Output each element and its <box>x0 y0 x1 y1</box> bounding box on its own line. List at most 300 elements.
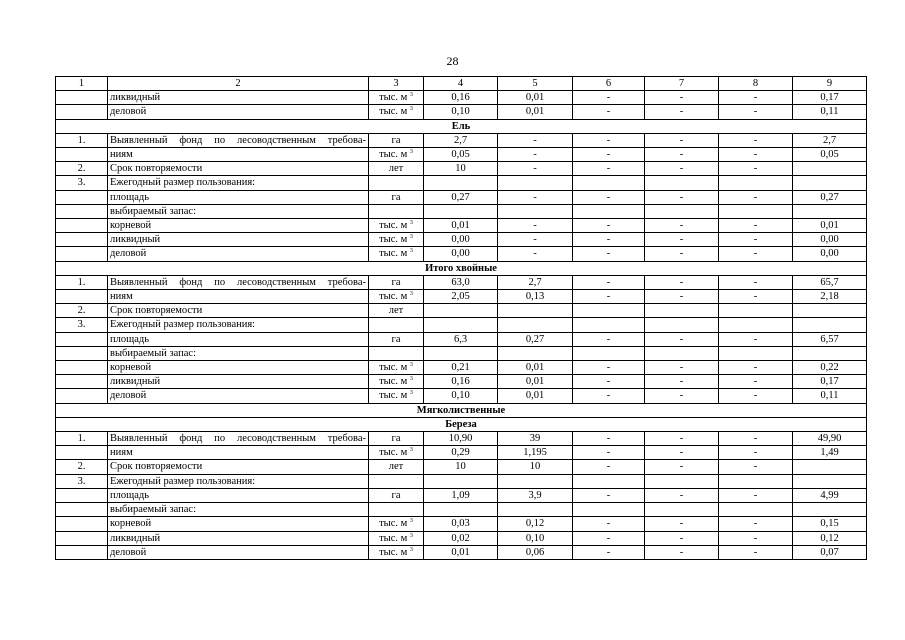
value-cell: - <box>645 233 719 247</box>
value-cell: 0,11 <box>793 389 867 403</box>
value-cell <box>424 204 498 218</box>
value-cell <box>793 162 867 176</box>
value-cell: 0,05 <box>793 148 867 162</box>
unit-cell: га <box>369 133 424 147</box>
value-cell: - <box>645 290 719 304</box>
row-number <box>56 148 108 162</box>
table-row <box>56 148 867 162</box>
row-number <box>56 190 108 204</box>
table-row <box>56 247 867 261</box>
value-cell: - <box>573 162 645 176</box>
indicator-name: Срок повторяемости <box>108 304 369 318</box>
section-title: Береза <box>56 417 867 431</box>
table-row <box>56 488 867 502</box>
value-cell: - <box>645 517 719 531</box>
table-row <box>56 162 867 176</box>
indicator-name: ниям <box>108 290 369 304</box>
value-cell <box>719 318 793 332</box>
value-cell <box>793 474 867 488</box>
value-cell <box>793 318 867 332</box>
unit-superscript: 3 <box>409 220 413 227</box>
unit-text: тыс. м <box>379 106 410 118</box>
value-cell: - <box>719 290 793 304</box>
value-cell: - <box>645 531 719 545</box>
section-heading-row <box>56 119 867 133</box>
value-cell <box>498 503 573 517</box>
value-cell: - <box>719 432 793 446</box>
unit-text: тыс. м <box>379 248 410 260</box>
value-cell <box>719 503 793 517</box>
value-cell: - <box>645 91 719 105</box>
value-cell: 0,01 <box>498 389 573 403</box>
value-cell: 2,7 <box>793 133 867 147</box>
row-number: 1. <box>56 133 108 147</box>
table-row <box>56 460 867 474</box>
indicator-name: Выявленный фонд по лесоводственным требова- <box>108 133 369 147</box>
value-cell <box>498 318 573 332</box>
value-cell: 0,01 <box>498 105 573 119</box>
value-cell: - <box>645 375 719 389</box>
unit-text: тыс. м <box>379 376 410 388</box>
value-cell: - <box>573 247 645 261</box>
unit-cell <box>369 375 424 389</box>
row-number: 1. <box>56 275 108 289</box>
unit-text: тыс. м <box>379 518 410 530</box>
value-cell: - <box>498 162 573 176</box>
value-cell <box>424 318 498 332</box>
value-cell: - <box>719 545 793 559</box>
value-cell: 0,06 <box>498 545 573 559</box>
unit-text: тыс. м <box>379 362 410 374</box>
value-cell: - <box>645 190 719 204</box>
unit-text: тыс. м <box>379 546 410 558</box>
column-header: 8 <box>719 77 793 91</box>
value-cell: 0,21 <box>424 361 498 375</box>
value-cell <box>645 176 719 190</box>
row-number <box>56 389 108 403</box>
value-cell: 0,12 <box>498 517 573 531</box>
value-cell: - <box>498 190 573 204</box>
value-cell: 0,00 <box>424 233 498 247</box>
value-cell <box>719 204 793 218</box>
unit-cell: га <box>369 432 424 446</box>
indicator-name: выбираемый запас: <box>108 503 369 517</box>
value-cell <box>573 204 645 218</box>
value-cell: - <box>573 488 645 502</box>
value-cell: - <box>719 375 793 389</box>
value-cell <box>573 346 645 360</box>
value-cell: - <box>573 148 645 162</box>
value-cell <box>424 176 498 190</box>
value-cell: 10,90 <box>424 432 498 446</box>
unit-cell: га <box>369 332 424 346</box>
unit-superscript: 3 <box>409 376 413 383</box>
value-cell: - <box>498 219 573 233</box>
unit-cell <box>369 148 424 162</box>
value-cell: 10 <box>498 460 573 474</box>
row-number: 2. <box>56 460 108 474</box>
value-cell: - <box>498 247 573 261</box>
value-cell: - <box>719 517 793 531</box>
value-cell: - <box>573 190 645 204</box>
indicator-name: выбираемый запас: <box>108 204 369 218</box>
value-cell: - <box>573 446 645 460</box>
row-number <box>56 488 108 502</box>
row-number <box>56 531 108 545</box>
indicator-name: Срок повторяемости <box>108 162 369 176</box>
value-cell <box>498 346 573 360</box>
value-cell <box>573 318 645 332</box>
value-cell <box>498 304 573 318</box>
value-cell: - <box>645 432 719 446</box>
column-header: 9 <box>793 77 867 91</box>
value-cell: 0,27 <box>498 332 573 346</box>
value-cell <box>793 346 867 360</box>
value-cell: - <box>645 162 719 176</box>
unit-cell <box>369 219 424 233</box>
value-cell: - <box>719 133 793 147</box>
value-cell: - <box>573 389 645 403</box>
table-row <box>56 432 867 446</box>
indicator-name: Выявленный фонд по лесоводственным требова- <box>108 432 369 446</box>
unit-cell: лет <box>369 162 424 176</box>
value-cell: - <box>573 105 645 119</box>
section-title: Ель <box>56 119 867 133</box>
value-cell: 0,01 <box>498 375 573 389</box>
value-cell: - <box>573 361 645 375</box>
table-row <box>56 389 867 403</box>
indicator-name: ниям <box>108 446 369 460</box>
unit-cell: га <box>369 275 424 289</box>
value-cell <box>573 503 645 517</box>
value-cell <box>573 474 645 488</box>
value-cell: 6,3 <box>424 332 498 346</box>
value-cell: 1,49 <box>793 446 867 460</box>
indicator-name: Ежегодный размер пользования: <box>108 474 369 488</box>
value-cell: - <box>573 545 645 559</box>
unit-cell: лет <box>369 304 424 318</box>
value-cell: - <box>573 219 645 233</box>
unit-superscript: 3 <box>409 518 413 525</box>
table-row <box>56 318 867 332</box>
unit-superscript: 3 <box>409 362 413 369</box>
column-header: 6 <box>573 77 645 91</box>
value-cell: - <box>573 332 645 346</box>
unit-text: тыс. м <box>379 291 410 303</box>
indicator-name: Выявленный фонд по лесоводственным требова- <box>108 275 369 289</box>
row-number <box>56 545 108 559</box>
column-header: 1 <box>56 77 108 91</box>
value-cell <box>793 503 867 517</box>
row-number <box>56 446 108 460</box>
value-cell: - <box>645 133 719 147</box>
value-cell: 0,01 <box>793 219 867 233</box>
unit-cell <box>369 318 424 332</box>
table-row <box>56 304 867 318</box>
value-cell: 39 <box>498 432 573 446</box>
row-number: 2. <box>56 304 108 318</box>
unit-superscript: 3 <box>409 92 413 99</box>
value-cell <box>498 176 573 190</box>
table-row <box>56 503 867 517</box>
value-cell: - <box>573 290 645 304</box>
value-cell: - <box>645 148 719 162</box>
unit-cell <box>369 545 424 559</box>
table-row <box>56 361 867 375</box>
value-cell: - <box>719 219 793 233</box>
value-cell: 0,10 <box>424 105 498 119</box>
value-cell: 0,01 <box>498 91 573 105</box>
value-cell: - <box>719 148 793 162</box>
table-row <box>56 474 867 488</box>
value-cell <box>645 474 719 488</box>
value-cell: - <box>498 233 573 247</box>
value-cell <box>424 304 498 318</box>
table-row <box>56 446 867 460</box>
value-cell: 0,01 <box>498 361 573 375</box>
indicator-name: площадь <box>108 488 369 502</box>
table-row <box>56 133 867 147</box>
indicator-name: площадь <box>108 332 369 346</box>
unit-superscript: 3 <box>409 390 413 397</box>
value-cell <box>793 460 867 474</box>
row-number <box>56 204 108 218</box>
value-cell: - <box>719 332 793 346</box>
table-row <box>56 219 867 233</box>
column-header: 4 <box>424 77 498 91</box>
value-cell: 4,99 <box>793 488 867 502</box>
value-cell: 1,195 <box>498 446 573 460</box>
value-cell: 0,27 <box>424 190 498 204</box>
row-number <box>56 91 108 105</box>
value-cell: 0,00 <box>424 247 498 261</box>
table-row <box>56 531 867 545</box>
value-cell: - <box>573 517 645 531</box>
value-cell: - <box>645 488 719 502</box>
indicator-name: деловой <box>108 105 369 119</box>
value-cell: - <box>719 105 793 119</box>
value-cell: - <box>719 91 793 105</box>
unit-text: тыс. м <box>379 390 410 402</box>
value-cell: - <box>573 375 645 389</box>
value-cell: - <box>498 133 573 147</box>
row-number <box>56 346 108 360</box>
value-cell: 0,03 <box>424 517 498 531</box>
table-row <box>56 204 867 218</box>
value-cell: 0,07 <box>793 545 867 559</box>
value-cell: 0,11 <box>793 105 867 119</box>
value-cell <box>645 346 719 360</box>
row-number <box>56 105 108 119</box>
value-cell: 0,29 <box>424 446 498 460</box>
value-cell <box>793 204 867 218</box>
indicator-name: ликвидный <box>108 375 369 389</box>
value-cell: 0,22 <box>793 361 867 375</box>
indicator-name: корневой <box>108 219 369 233</box>
value-cell: 2,7 <box>498 275 573 289</box>
section-title: Мягколиственные <box>56 403 867 417</box>
value-cell: - <box>573 531 645 545</box>
value-cell <box>645 204 719 218</box>
unit-cell <box>369 176 424 190</box>
table-row <box>56 346 867 360</box>
value-cell <box>424 474 498 488</box>
value-cell: 10 <box>424 162 498 176</box>
value-cell: - <box>719 162 793 176</box>
value-cell <box>645 318 719 332</box>
unit-cell: га <box>369 488 424 502</box>
unit-superscript: 3 <box>409 248 413 255</box>
table-row <box>56 545 867 559</box>
row-number: 3. <box>56 318 108 332</box>
unit-cell <box>369 517 424 531</box>
value-cell <box>645 304 719 318</box>
unit-cell <box>369 446 424 460</box>
indicator-name: деловой <box>108 389 369 403</box>
unit-cell <box>369 233 424 247</box>
value-cell: 0,02 <box>424 531 498 545</box>
row-number <box>56 290 108 304</box>
value-cell: - <box>719 488 793 502</box>
value-cell: - <box>719 247 793 261</box>
value-cell: - <box>719 361 793 375</box>
value-cell: - <box>645 460 719 474</box>
unit-cell <box>369 503 424 517</box>
value-cell <box>424 503 498 517</box>
value-cell: 0,01 <box>424 545 498 559</box>
value-cell: 3,9 <box>498 488 573 502</box>
unit-cell <box>369 105 424 119</box>
unit-superscript: 3 <box>409 234 413 241</box>
value-cell: 2,05 <box>424 290 498 304</box>
row-number <box>56 219 108 233</box>
table-row <box>56 176 867 190</box>
indicator-name: ликвидный <box>108 233 369 247</box>
unit-text: тыс. м <box>379 234 410 246</box>
value-cell: 2,18 <box>793 290 867 304</box>
row-number <box>56 233 108 247</box>
unit-text: тыс. м <box>379 92 410 104</box>
value-cell <box>573 176 645 190</box>
column-header: 3 <box>369 77 424 91</box>
row-number <box>56 361 108 375</box>
unit-cell <box>369 389 424 403</box>
value-cell <box>645 503 719 517</box>
unit-text: тыс. м <box>379 447 410 459</box>
unit-cell <box>369 91 424 105</box>
value-cell: - <box>573 133 645 147</box>
indicator-name: деловой <box>108 545 369 559</box>
unit-superscript: 3 <box>409 532 413 539</box>
unit-cell <box>369 247 424 261</box>
value-cell: - <box>719 460 793 474</box>
row-number <box>56 332 108 346</box>
header-row <box>56 77 867 91</box>
indicator-name: ликвидный <box>108 531 369 545</box>
indicator-name: выбираемый запас: <box>108 346 369 360</box>
value-cell <box>719 346 793 360</box>
value-cell: - <box>645 361 719 375</box>
table-row <box>56 233 867 247</box>
unit-text: тыс. м <box>379 532 410 544</box>
value-cell: 63,0 <box>424 275 498 289</box>
table-row <box>56 517 867 531</box>
row-number <box>56 247 108 261</box>
value-cell: 10 <box>424 460 498 474</box>
value-cell: - <box>645 446 719 460</box>
value-cell <box>498 474 573 488</box>
section-heading-row <box>56 403 867 417</box>
value-cell: 0,15 <box>793 517 867 531</box>
forest-use-table <box>55 76 867 560</box>
indicator-name: корневой <box>108 517 369 531</box>
value-cell <box>719 176 793 190</box>
value-cell: - <box>719 190 793 204</box>
unit-cell <box>369 474 424 488</box>
value-cell: 0,13 <box>498 290 573 304</box>
section-heading-row <box>56 261 867 275</box>
table-row <box>56 190 867 204</box>
value-cell: - <box>573 275 645 289</box>
table-row <box>56 290 867 304</box>
value-cell: 0,16 <box>424 91 498 105</box>
table-row <box>56 275 867 289</box>
row-number: 1. <box>56 432 108 446</box>
value-cell: - <box>645 275 719 289</box>
unit-cell: лет <box>369 460 424 474</box>
value-cell: 1,09 <box>424 488 498 502</box>
table-row <box>56 332 867 346</box>
unit-cell <box>369 361 424 375</box>
section-heading-row <box>56 417 867 431</box>
value-cell <box>793 176 867 190</box>
row-number: 2. <box>56 162 108 176</box>
value-cell: 49,90 <box>793 432 867 446</box>
column-header: 7 <box>645 77 719 91</box>
row-number: 3. <box>56 176 108 190</box>
value-cell <box>719 304 793 318</box>
value-cell: - <box>719 531 793 545</box>
value-cell: 0,00 <box>793 233 867 247</box>
value-cell: - <box>645 332 719 346</box>
value-cell: - <box>719 233 793 247</box>
value-cell: - <box>573 432 645 446</box>
value-cell <box>424 346 498 360</box>
unit-superscript: 3 <box>409 106 413 113</box>
column-header: 2 <box>108 77 369 91</box>
value-cell: 65,7 <box>793 275 867 289</box>
section-title: Итого хвойные <box>56 261 867 275</box>
value-cell: 0,12 <box>793 531 867 545</box>
value-cell: 0,10 <box>424 389 498 403</box>
value-cell: - <box>645 219 719 233</box>
value-cell: 0,05 <box>424 148 498 162</box>
value-cell: 0,17 <box>793 91 867 105</box>
unit-cell <box>369 346 424 360</box>
unit-text: тыс. м <box>379 149 410 161</box>
value-cell: 0,16 <box>424 375 498 389</box>
unit-cell <box>369 204 424 218</box>
value-cell: - <box>719 389 793 403</box>
indicator-name: деловой <box>108 247 369 261</box>
value-cell: 0,27 <box>793 190 867 204</box>
unit-text: тыс. м <box>379 220 410 232</box>
value-cell: - <box>645 545 719 559</box>
unit-cell <box>369 290 424 304</box>
indicator-name: Ежегодный размер пользования: <box>108 318 369 332</box>
indicator-name: ликвидный <box>108 91 369 105</box>
row-number <box>56 517 108 531</box>
